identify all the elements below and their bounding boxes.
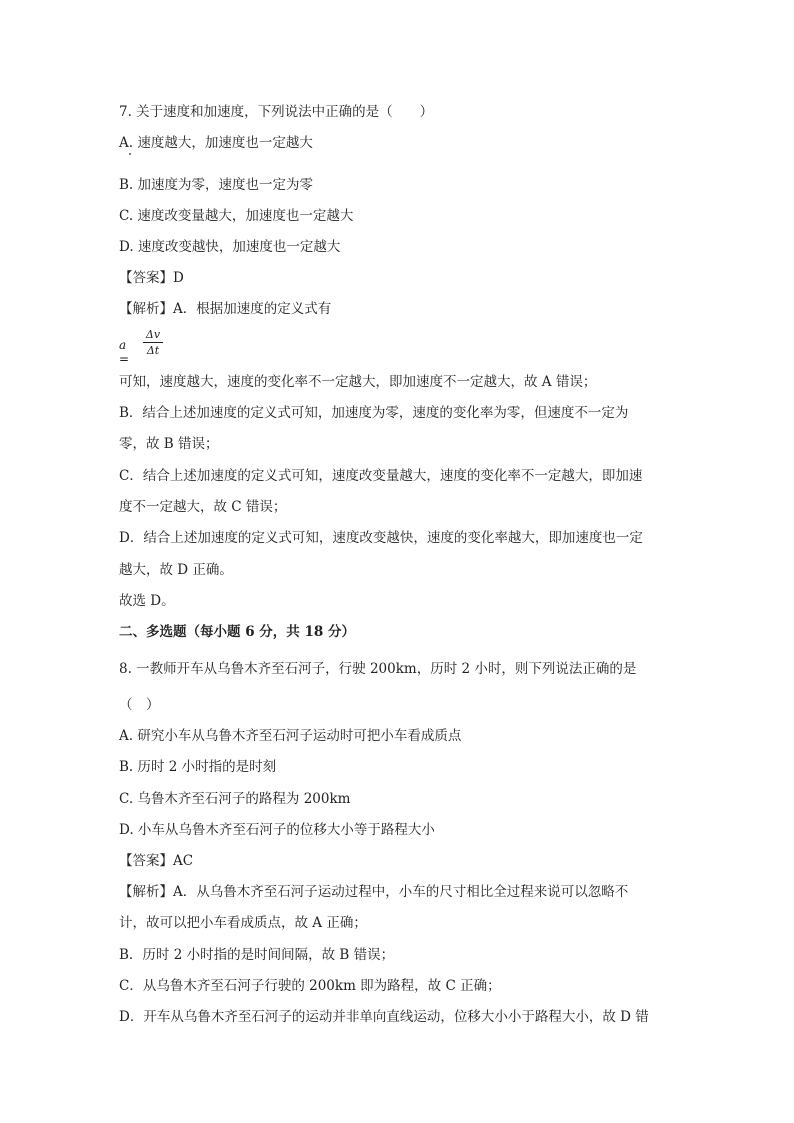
q7-option-b: B. 加速度为零，速度也一定为零 bbox=[119, 177, 314, 193]
q7-analysis-intro: 【解析】A．根据加速度的定义式有 bbox=[119, 301, 332, 317]
formula-fraction bbox=[143, 328, 163, 357]
q7-analysis-line: B．结合上述加速度的定义式可知，加速度为零，速度的变化率为零，但速度不一定为 bbox=[119, 405, 629, 421]
fraction-bar bbox=[143, 342, 163, 343]
q7-option-d: D. 速度改变越快，加速度也一定越大 bbox=[119, 239, 341, 255]
formula-lhs: a = bbox=[119, 338, 130, 366]
q8-option-c: C. 乌鲁木齐至石河子的路程为 200km bbox=[119, 791, 351, 807]
q8-blank: （ ） bbox=[119, 697, 160, 713]
q7-analysis-line: C．结合上述加速度的定义式可知，速度改变量越大，速度的变化率不一定越大，即加速 bbox=[119, 468, 643, 484]
q8-analysis-line: 计，故可以把小车看成质点，故 A 正确； bbox=[119, 915, 367, 931]
q7-stem: 7. 关于速度和加速度，下列说法中正确的是（ ） bbox=[119, 104, 434, 120]
formula-numerator: Δv bbox=[145, 328, 161, 341]
section-heading: 二、多选题（每小题 6 分，共 18 分） bbox=[119, 624, 355, 640]
q8-option-b: B. 历时 2 小时指的是时刻 bbox=[119, 759, 277, 775]
q8-analysis-line: B．历时 2 小时指的是时间间隔，故 B 错误； bbox=[119, 947, 395, 963]
q7-analysis-line: 故选 D。 bbox=[119, 593, 175, 609]
q7-option-c: C. 速度改变量越大，加速度也一定越大 bbox=[119, 208, 354, 224]
formula-denominator: Δt bbox=[146, 344, 160, 357]
q8-analysis-line: 【解析】A．从乌鲁木齐至石河子运动过程中，小车的尺寸相比全过程来说可以忽略不 bbox=[119, 884, 629, 900]
q8-answer: 【答案】AC bbox=[119, 853, 194, 869]
q8-option-d: D. 小车从乌鲁木齐至石河子的位移大小等于路程大小 bbox=[119, 822, 435, 838]
q8-analysis-line: D．开车从乌鲁木齐至石河子的运动并非单向直线运动，位移大小小于路程大小，故 D 错 bbox=[119, 1009, 649, 1025]
q8-option-a: A. 研究小车从乌鲁木齐至石河子运动时可把小车看成质点 bbox=[119, 728, 462, 744]
q8-analysis-line: C．从乌鲁木齐至石河子行驶的 200km 即为路程，故 C 正确； bbox=[119, 978, 501, 994]
q8-stem: 8. 一教师开车从乌鲁木齐至石河子，行驶 200km，历时 2 小时，则下列说法正确的是 bbox=[119, 661, 637, 677]
q7-option-a: A. 速度越大，加速度也一定越大 bbox=[119, 135, 313, 151]
q7-analysis-line: D．结合上述加速度的定义式可知，速度改变越快，速度的变化率越大，即加速度也一定 bbox=[119, 530, 643, 546]
q7-answer: 【答案】D bbox=[119, 270, 184, 286]
q7-analysis-line: 度不一定越大，故 C 错误； bbox=[119, 499, 287, 515]
q7-analysis-line: 可知，速度越大，速度的变化率不一定越大，即加速度不一定越大，故 A 错误； bbox=[119, 374, 597, 390]
q7-analysis-line: 零，故 B 错误； bbox=[119, 436, 219, 452]
dot-mark bbox=[129, 153, 131, 155]
q7-analysis-line: 越大，故 D 正确。 bbox=[119, 562, 233, 578]
